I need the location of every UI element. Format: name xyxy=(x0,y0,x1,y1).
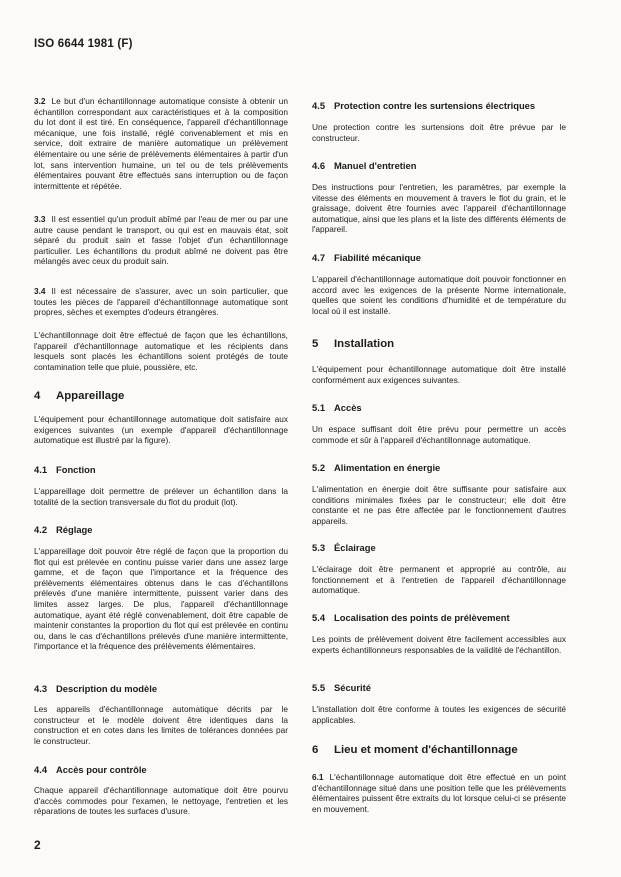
section-number: 4.1 xyxy=(34,464,48,475)
section-number: 4.2 xyxy=(34,524,48,535)
section-number: 5.5 xyxy=(312,682,326,693)
section-4-4-heading xyxy=(34,764,288,775)
section-5-4-text xyxy=(312,634,566,655)
document-header: ISO 6644 1981 (F) xyxy=(34,38,133,50)
section-5-heading xyxy=(312,338,566,350)
page-number: 2 xyxy=(34,838,41,852)
section-title: Alimentation en énergie xyxy=(334,462,441,473)
paragraph-3-4 xyxy=(34,286,288,318)
section-number: 5.2 xyxy=(312,462,326,473)
paragraph-text: Il est nécessaire de s'assurer, avec un soin particulier, que toutes les pièces de l'appareil d'échantillonnage automatique sont propres, sèches et exemptes d'odeurs étrangères. xyxy=(34,286,288,318)
paragraph-3-3 xyxy=(34,214,288,267)
section-title: Accès xyxy=(334,402,362,413)
section-title: Appareillage xyxy=(56,390,125,402)
section-number: 4.4 xyxy=(34,764,48,775)
section-title: Installation xyxy=(334,338,395,350)
section-4-3-heading xyxy=(34,683,288,694)
section-5-1-text xyxy=(312,424,566,445)
paragraph-6-1 xyxy=(312,772,566,814)
section-number: 4.7 xyxy=(312,252,326,263)
section-title: Accès pour contrôle xyxy=(56,764,147,775)
section-title: Fonction xyxy=(56,464,96,475)
section-4-2-heading xyxy=(34,524,288,535)
paragraph-text: L'échantillonnage automatique doit être effectué en un point d'échantillonnage situé dans une position telle que les prélèvements élémentaires puissent être extraits du lot lorsque celui-ci se présente en mouvement. xyxy=(312,772,566,814)
section-5-2-heading xyxy=(312,462,566,473)
section-4-6-heading xyxy=(312,160,566,171)
clause-number: 3.4 xyxy=(34,286,46,296)
section-number: 5.1 xyxy=(312,402,326,413)
section-4-text xyxy=(34,414,288,446)
paragraph-text: Chaque appareil d'échantillonnage automatique doit être pourvu d'accès commodes pour l'examen, le nettoyage, l'entretien et les réparations de toutes les surfaces d'usure. xyxy=(34,785,288,817)
clause-number: 6.1 xyxy=(312,772,324,782)
section-title: Fiabilité mécanique xyxy=(334,252,422,263)
paragraph-text: L'appareillage doit permettre de prélever un échantillon dans la totalité de la section transversale du flot du produit (lot). xyxy=(34,486,288,507)
section-4-5-heading xyxy=(312,100,566,111)
paragraph-text: L'appareillage doit pouvoir être réglé de façon que la proportion du flot qui est prélevée en continu puisse varier dans une assez large gamme, et de façon que l'importance et la fréquence des prélèvements élémentaires obtenus dans le cas d'échantillons prélevés d'une manière intermittente, puissent varier dans des limites assez larges. De plus, l'appareil d'échantillonnage automatique, ayant été réglé convenablement, doit être capable de maintenir constantes la proportion du flot qui est prélevée en continu ou, dans le cas d'échantillons prélevés d'une manière intermittente, l'importance et la fréquence des prélèvements élémentaires. xyxy=(34,546,288,652)
section-number: 5 xyxy=(312,338,319,350)
section-title: Réglage xyxy=(56,524,93,535)
section-number: 4 xyxy=(34,390,41,402)
paragraph-text: L'échantillonnage doit être effectué de façon que les échantillons, l'appareil d'échantillonnage automatique et les récipients dans lesquels sont placés les échantillons soient protégés de toute contamination telle que pluie, poussière, etc. xyxy=(34,330,288,372)
section-4-heading xyxy=(34,390,288,402)
clause-number: 3.3 xyxy=(34,214,46,224)
section-6-heading xyxy=(312,744,566,756)
section-5-3-heading xyxy=(312,542,566,553)
paragraph-text: Les appareils d'échantillonnage automatique décrits par le constructeur et le modèle doivent être identiques dans la construction et en cotes dans les limites de tolérances données par le constructeur. xyxy=(34,704,288,746)
paragraph-text: Un espace suffisant doit être prévu pour permettre un accès commode et sûr à l'appareil d'échantillonnage automatique. xyxy=(312,424,566,445)
paragraph-text: L'équipement pour échantillonnage automatique doit être installé conformément aux exigences suivantes. xyxy=(312,364,566,385)
section-5-3-text xyxy=(312,564,566,596)
section-4-7-heading xyxy=(312,252,566,263)
section-4-6-text xyxy=(312,182,566,235)
paragraph-text: Il est essentiel qu'un produit abîmé par l'eau de mer ou par une autre cause pendant le transport, ou qui est en mauvais état, soit séparé du produit sain et fasse l'objet d'un échantillonnage particulier. Les échantillons du produit abîmé ne doivent pas être mélangés avec ceux du produit sain. xyxy=(34,214,288,267)
section-4-1-heading xyxy=(34,464,288,475)
paragraph-text: Des instructions pour l'entretien, les paramètres, par exemple la vitesse des éléments en mouvement à travers le flot du grain, et le graissage, doivent être fournies avec l'appareil d'échantillonnage automatique, ainsi que les plans et la liste des différents éléments de l'appareil. xyxy=(312,182,566,235)
section-4-3-text xyxy=(34,704,288,746)
section-5-4-heading xyxy=(312,612,566,623)
clause-number: 3.2 xyxy=(34,96,46,106)
section-number: 4.3 xyxy=(34,683,48,694)
section-5-1-heading xyxy=(312,402,566,413)
section-title: Sécurité xyxy=(334,682,371,693)
section-5-text xyxy=(312,364,566,385)
section-5-5-heading xyxy=(312,682,566,693)
section-4-5-text xyxy=(312,122,566,143)
paragraph-text: L'alimentation en énergie doit être suffisante pour satisfaire aux conditions minimales fixées par le constructeur; elle doit être constante et ne pas être affectée par le fonctionnement d'autres appareils. xyxy=(312,484,566,526)
section-title: Description du modèle xyxy=(56,683,158,694)
paragraph-text: L'éclairage doit être permanent et approprié au contrôle, au fonctionnement et à l'entretien de l'appareil d'échantillonnage automatique. xyxy=(312,564,566,596)
section-number: 4.6 xyxy=(312,160,326,171)
paragraph-text: Les points de prélèvement doivent être facilement accessibles aux experts échantillonneurs responsables de la validité de l'échantillon. xyxy=(312,634,566,655)
section-4-4-text xyxy=(34,785,288,817)
section-number: 6 xyxy=(312,744,319,756)
paragraph-text: L'installation doit être conforme à toutes les exigences de sécurité applicables. xyxy=(312,704,566,725)
section-number: 4.5 xyxy=(312,100,326,111)
paragraph-text: L'appareil d'échantillonnage automatique doit pouvoir fonctionner en accord avec les exigences de la présente Norme internationale, quelles que soient les conditions d'humidité et de température du local où il est installé. xyxy=(312,274,566,316)
section-title: Protection contre les surtensions électriques xyxy=(334,100,536,111)
paragraph-text: Une protection contre les surtensions doit être prévue par le constructeur. xyxy=(312,122,566,143)
section-title: Éclairage xyxy=(334,542,376,553)
paragraph-3-4-continued xyxy=(34,330,288,372)
paragraph-text: Le but d'un échantillonnage automatique consiste à obtenir un échantillon correspondant aux caractéristiques et à la composition du lot dont il est tiré. En conséquence, l'appareil d'échantillonnage mécanique, une fois installé, réglé convenablement et mis en service, doit extraire de manière automatique un prélèvement élémentaire ou une série de prélèvements élémentaires à partir d'un lot, sans intervention humaine, un tel ou de tels prélèvements élémentaires pouvant être effectués sans interruption ou de façon intermittente et répétée. xyxy=(34,96,288,191)
section-5-2-text xyxy=(312,484,566,526)
section-number: 5.3 xyxy=(312,542,326,553)
paragraph-text: L'équipement pour échantillonnage automatique doit satisfaire aux exigences suivantes (un exemple d'appareil d'échantillonnage automatique est illustré par la figure). xyxy=(34,414,288,446)
section-4-1-text xyxy=(34,486,288,507)
paragraph-3-2 xyxy=(34,96,288,191)
section-title: Lieu et moment d'échantillonnage xyxy=(334,744,518,756)
section-title: Manuel d'entretien xyxy=(334,160,417,171)
section-5-5-text xyxy=(312,704,566,725)
section-4-7-text xyxy=(312,274,566,316)
section-title: Localisation des points de prélèvement xyxy=(334,612,510,623)
section-number: 5.4 xyxy=(312,612,326,623)
section-4-2-text xyxy=(34,546,288,652)
